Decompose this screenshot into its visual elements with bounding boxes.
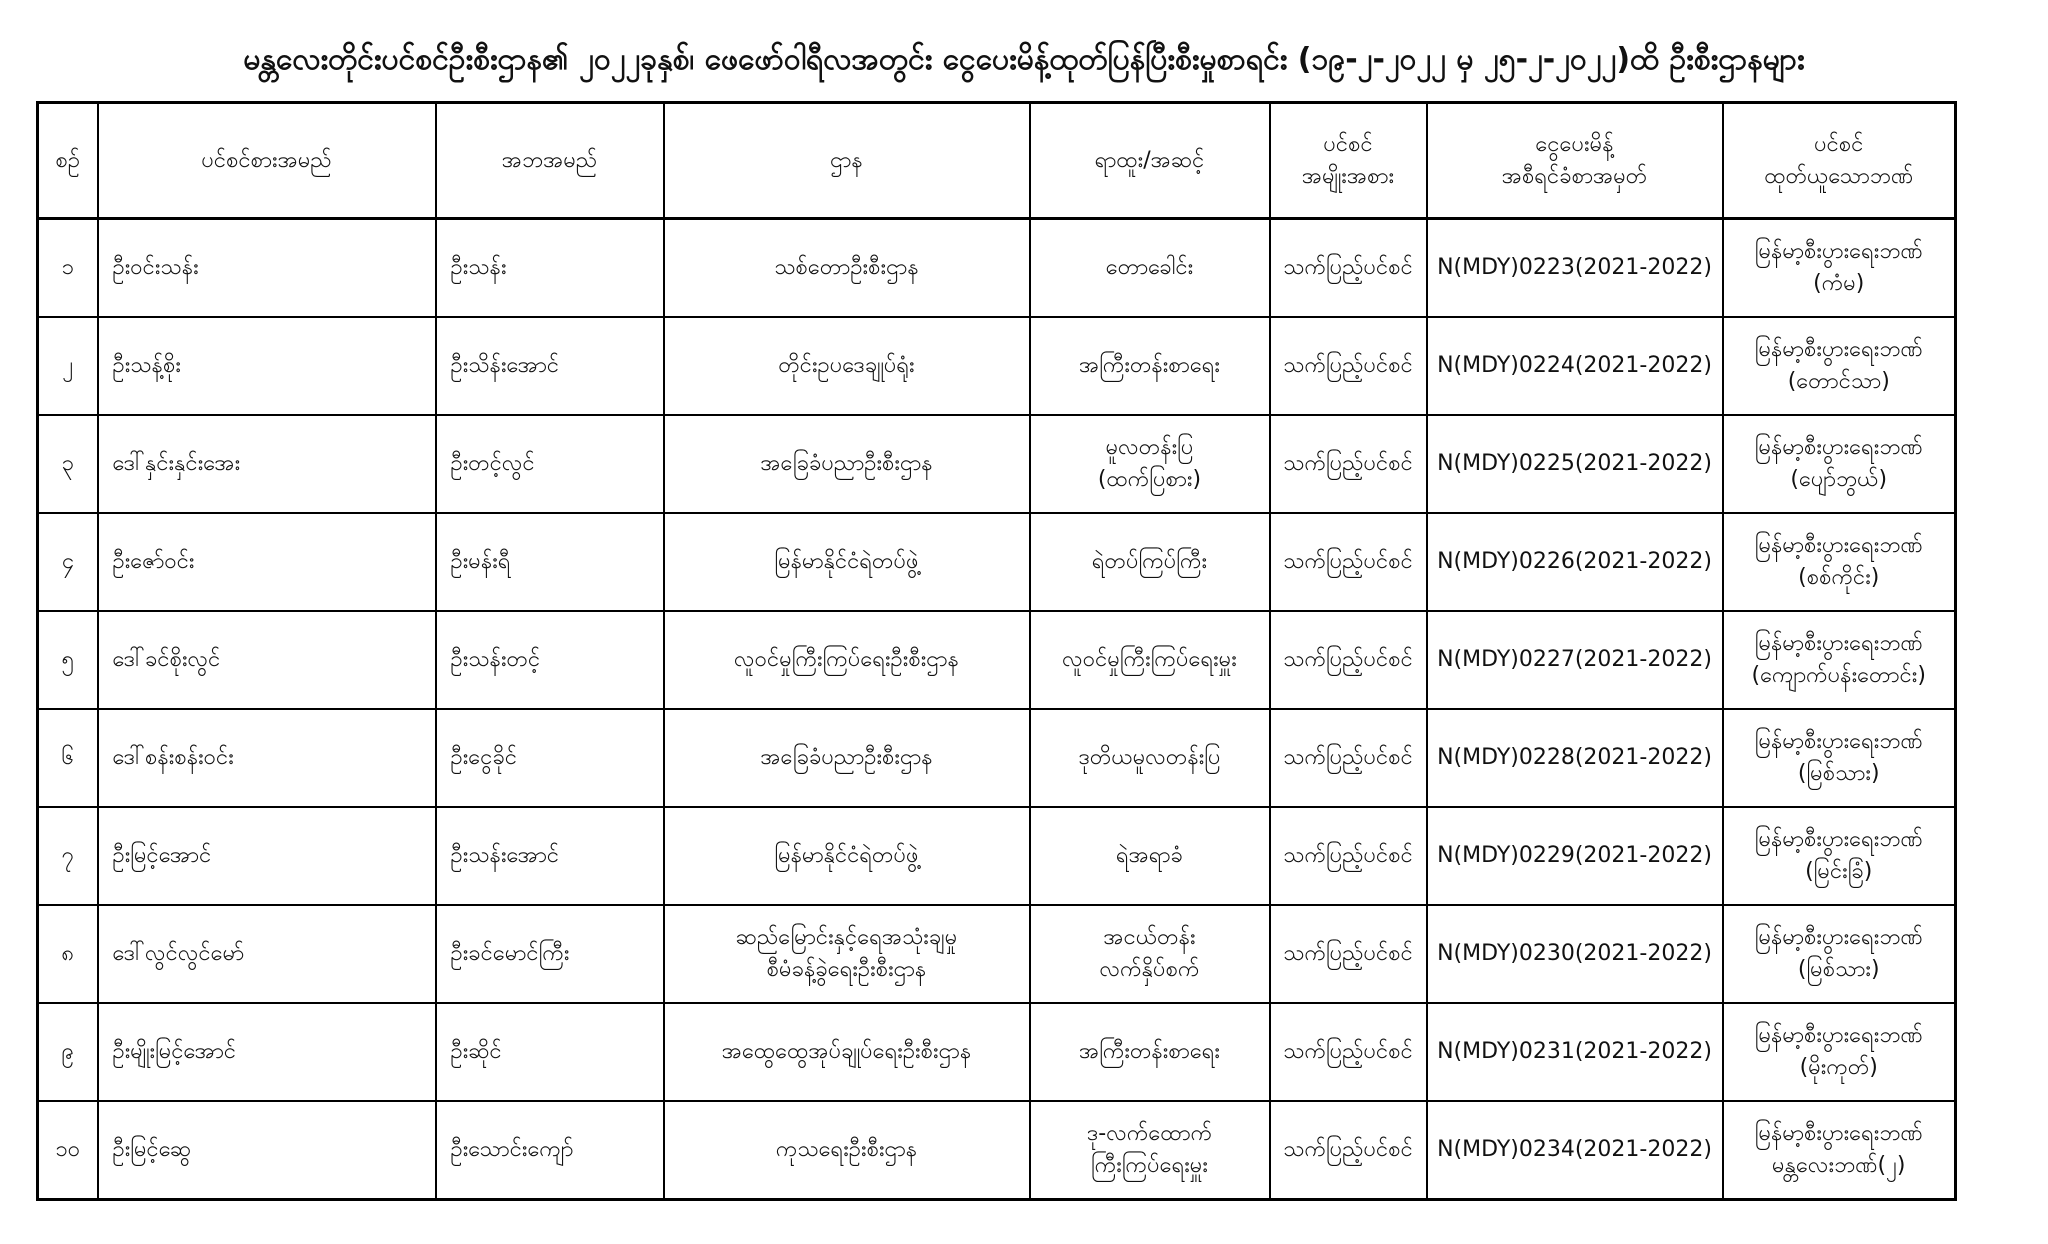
pensioner-name: ဒေါ်ခင်စိုးလွင် xyxy=(98,611,436,709)
table-header-row xyxy=(38,103,1956,219)
department xyxy=(664,709,1030,807)
pension-type: သက်ပြည့်ပင်စင် xyxy=(1270,415,1427,513)
row-number: ၂ xyxy=(38,317,98,415)
table-row xyxy=(38,317,1956,415)
rank-line: အကြီးတန်းစာရေး xyxy=(1079,1039,1220,1064)
header-bank xyxy=(1723,103,1956,219)
table-row xyxy=(38,219,1956,318)
pension-type: သက်ပြည့်ပင်စင် xyxy=(1270,611,1427,709)
bank xyxy=(1723,415,1956,513)
rank xyxy=(1030,1101,1270,1200)
pensioner-name: ဦးဇော်ဝင်း xyxy=(98,513,436,611)
father-name: ဦးသန်း xyxy=(436,219,664,318)
bank-line: (မြစ်သား) xyxy=(1797,957,1880,982)
table-body xyxy=(38,219,1956,1200)
bank-line: (တောင်သာ) xyxy=(1787,369,1890,394)
rank-line: (ထက်ပြစား) xyxy=(1097,467,1202,492)
department-line: စီမံခန့်ခွဲရေးဦးစီးဌာန xyxy=(766,957,927,982)
bank xyxy=(1723,1003,1956,1101)
bank-line: မြန်မာ့စီးပွားရေးဘဏ် xyxy=(1754,631,1923,656)
department-line: အခြေခံပညာဦးစီးဌာန xyxy=(760,451,933,476)
header-line: အဘအမည် xyxy=(501,147,598,173)
department-line: မြန်မာနိုင်ငံရဲတပ်ဖွဲ့ xyxy=(774,549,919,574)
row-number: ၇ xyxy=(38,807,98,905)
row-number: ၁၀ xyxy=(38,1101,98,1200)
bank-line: မြန်မာ့စီးပွားရေးဘဏ် xyxy=(1754,435,1923,460)
row-number: ၃ xyxy=(38,415,98,513)
bank-line: မြန်မာ့စီးပွားရေးဘဏ် xyxy=(1754,925,1923,950)
table-row xyxy=(38,513,1956,611)
rank-line: တောခေါင်း xyxy=(1105,255,1194,280)
department xyxy=(664,611,1030,709)
page-title: မန္တလေးတိုင်းပင်စင်ဦးစီးဌာန၏ ၂၀၂၂ခုနှစ်၊ ဖေဖော်ဝါရီလအတွင်း ငွေပေးမိန့်ထုတ်ပြန်ပြီးစီးမှုစာရင်း (၁၉-၂-၂၀၂၂ မှ ၂၅-၂-၂၀၂၂)ထိ ဦးစီးဌာနများ xyxy=(243,42,1805,77)
report-number: N(MDY)0234(2021-2022) xyxy=(1427,1101,1723,1200)
pension-type: သက်ပြည့်ပင်စင် xyxy=(1270,1003,1427,1101)
pension-type: သက်ပြည့်ပင်စင် xyxy=(1270,807,1427,905)
header-no xyxy=(38,103,98,219)
table-row xyxy=(38,1003,1956,1101)
department-line: တိုင်းဥပဒေချုပ်ရုံး xyxy=(778,353,915,378)
pensioner-name: ဦးမျိုးမြင့်အောင် xyxy=(98,1003,436,1101)
department xyxy=(664,415,1030,513)
rank xyxy=(1030,219,1270,318)
bank-line: မန္တလေးဘဏ်(၂) xyxy=(1772,1153,1906,1178)
rank xyxy=(1030,513,1270,611)
header-pensioner-name xyxy=(98,103,436,219)
pension-type: သက်ပြည့်ပင်စင် xyxy=(1270,709,1427,807)
pensioner-name: ဒေါ်လွင်လွင်မော် xyxy=(98,905,436,1003)
father-name: ဦးသန်းတင့် xyxy=(436,611,664,709)
bank xyxy=(1723,1101,1956,1200)
bank-line: (စစ်ကိုင်း) xyxy=(1798,565,1880,590)
header-line: ပင်စင် xyxy=(1323,131,1373,157)
department xyxy=(664,807,1030,905)
table-row xyxy=(38,807,1956,905)
bank xyxy=(1723,807,1956,905)
rank-line: ကြီးကြပ်ရေးမှူး xyxy=(1091,1153,1208,1178)
row-number: ၈ xyxy=(38,905,98,1003)
department xyxy=(664,317,1030,415)
row-number: ၉ xyxy=(38,1003,98,1101)
rank-line: လက်နှိပ်စက် xyxy=(1099,957,1200,982)
rank xyxy=(1030,415,1270,513)
bank-line: (ကျောက်ပန်းတောင်း) xyxy=(1751,663,1926,688)
bank-line: မြန်မာ့စီးပွားရေးဘဏ် xyxy=(1754,533,1923,558)
row-number: ၆ xyxy=(38,709,98,807)
department xyxy=(664,1101,1030,1200)
bank-line: (ကံမ) xyxy=(1813,271,1865,296)
rank-line: မူလတန်းပြ xyxy=(1105,435,1194,460)
report-number: N(MDY)0224(2021-2022) xyxy=(1427,317,1723,415)
table-row xyxy=(38,415,1956,513)
report-number: N(MDY)0223(2021-2022) xyxy=(1427,219,1723,318)
rank xyxy=(1030,1003,1270,1101)
table-row xyxy=(38,1101,1956,1200)
bank-line: မြန်မာ့စီးပွားရေးဘဏ် xyxy=(1754,1023,1923,1048)
pensioner-name: ဒေါ်နှင်းနှင်းအေး xyxy=(98,415,436,513)
bank xyxy=(1723,709,1956,807)
row-number: ၅ xyxy=(38,611,98,709)
pension-type: သက်ပြည့်ပင်စင် xyxy=(1270,317,1427,415)
rank xyxy=(1030,905,1270,1003)
pension-type: သက်ပြည့်ပင်စင် xyxy=(1270,513,1427,611)
rank xyxy=(1030,807,1270,905)
bank-line: မြန်မာ့စီးပွားရေးဘဏ် xyxy=(1754,1121,1923,1146)
header-line: ငွေပေးမိန့် xyxy=(1535,131,1614,157)
header-line: ထုတ်ယူသောဘဏ် xyxy=(1764,163,1914,189)
pensioner-name: ဦးဝင်းသန်း xyxy=(98,219,436,318)
table-row xyxy=(38,709,1956,807)
bank-line: မြန်မာ့စီးပွားရေးဘဏ် xyxy=(1754,337,1923,362)
department xyxy=(664,219,1030,318)
rank xyxy=(1030,611,1270,709)
pension-type: သက်ပြည့်ပင်စင် xyxy=(1270,219,1427,318)
bank-line: (မြစ်သား) xyxy=(1797,761,1880,786)
bank-line: (မြင်းခြံ) xyxy=(1805,859,1873,884)
report-number: N(MDY)0226(2021-2022) xyxy=(1427,513,1723,611)
department xyxy=(664,513,1030,611)
header-line: စဉ် xyxy=(55,147,81,173)
department xyxy=(664,905,1030,1003)
rank-line: အကြီးတန်းစာရေး xyxy=(1079,353,1220,378)
department-line: အထွေထွေအုပ်ချုပ်ရေးဦးစီးဌာန xyxy=(721,1039,972,1064)
bank xyxy=(1723,905,1956,1003)
bank xyxy=(1723,317,1956,415)
rank-line: ရဲတပ်ကြပ်ကြီး xyxy=(1091,549,1208,574)
header-department xyxy=(664,103,1030,219)
report-number: N(MDY)0228(2021-2022) xyxy=(1427,709,1723,807)
department-line: ကုသရေးဦးစီးဌာန xyxy=(775,1137,918,1162)
father-name: ဦးတင့်လွင် xyxy=(436,415,664,513)
header-line: ပင်စင် xyxy=(1814,131,1864,157)
report-number: N(MDY)0229(2021-2022) xyxy=(1427,807,1723,905)
rank-line: အငယ်တန်း xyxy=(1103,925,1196,950)
report-number: N(MDY)0230(2021-2022) xyxy=(1427,905,1723,1003)
father-name: ဦးငွေခိုင် xyxy=(436,709,664,807)
row-number: ၁ xyxy=(38,219,98,318)
header-rank xyxy=(1030,103,1270,219)
department-line: ဆည်မြောင်းနှင့်ရေအသုံးချမှု xyxy=(735,925,958,950)
bank-line: (မိုးကုတ်) xyxy=(1799,1055,1878,1080)
department xyxy=(664,1003,1030,1101)
header-line: ဌာန xyxy=(830,147,863,173)
report-number: N(MDY)0231(2021-2022) xyxy=(1427,1003,1723,1101)
department-line: လူဝင်မှုကြီးကြပ်ရေးဦးစီးဌာန xyxy=(734,647,959,672)
pensioner-name: ဦးမြင့်ဆွေ xyxy=(98,1101,436,1200)
rank-line: ရဲအရာခံ xyxy=(1116,843,1183,868)
bank-line: မြန်မာ့စီးပွားရေးဘဏ် xyxy=(1754,239,1923,264)
pensioner-name: ဦးသန့်စိုး xyxy=(98,317,436,415)
father-name: ဦးမန်းရီ xyxy=(436,513,664,611)
header-report-number xyxy=(1427,103,1723,219)
department-line: သစ်တောဦးစီးဌာန xyxy=(774,255,919,280)
bank-line: မြန်မာ့စီးပွားရေးဘဏ် xyxy=(1754,827,1923,852)
father-name: ဦးဆိုင် xyxy=(436,1003,664,1101)
department-line: မြန်မာနိုင်ငံရဲတပ်ဖွဲ့ xyxy=(774,843,919,868)
row-number: ၄ xyxy=(38,513,98,611)
report-number: N(MDY)0225(2021-2022) xyxy=(1427,415,1723,513)
department-line: အခြေခံပညာဦးစီးဌာန xyxy=(760,745,933,770)
pensioner-name: ဦးမြင့်အောင် xyxy=(98,807,436,905)
pension-type: သက်ပြည့်ပင်စင် xyxy=(1270,905,1427,1003)
father-name: ဦးသိန်းအောင် xyxy=(436,317,664,415)
rank-line: ဒုတိယမူလတန်းပြ xyxy=(1078,745,1221,770)
rank-line: ဒု-လက်ထောက် xyxy=(1086,1121,1213,1146)
rank-line: လူဝင်မှုကြီးကြပ်ရေးမှူး xyxy=(1062,647,1237,672)
header-line: အစီရင်ခံစာအမှတ် xyxy=(1501,163,1648,189)
header-line: ပင်စင်စားအမည် xyxy=(201,147,332,173)
bank xyxy=(1723,611,1956,709)
table-row xyxy=(38,905,1956,1003)
bank xyxy=(1723,219,1956,318)
father-name: ဦးသောင်းကျော် xyxy=(436,1101,664,1200)
header-pension-type xyxy=(1270,103,1427,219)
rank xyxy=(1030,709,1270,807)
father-name: ဦးခင်မောင်ကြီး xyxy=(436,905,664,1003)
bank-line: (ပျော်ဘွယ်) xyxy=(1790,467,1888,492)
report-number: N(MDY)0227(2021-2022) xyxy=(1427,611,1723,709)
pension-type: သက်ပြည့်ပင်စင် xyxy=(1270,1101,1427,1200)
bank-line: မြန်မာ့စီးပွားရေးဘဏ် xyxy=(1754,729,1923,754)
pension-table xyxy=(36,101,1957,1201)
header-father-name xyxy=(436,103,664,219)
father-name: ဦးသန်းအောင် xyxy=(436,807,664,905)
header-line: အမျိုးအစား xyxy=(1301,163,1395,189)
pensioner-name: ဒေါ်စန်းစန်းဝင်း xyxy=(98,709,436,807)
rank xyxy=(1030,317,1270,415)
header-line: ရာထူး/အဆင့် xyxy=(1094,147,1205,173)
bank xyxy=(1723,513,1956,611)
table-row xyxy=(38,611,1956,709)
